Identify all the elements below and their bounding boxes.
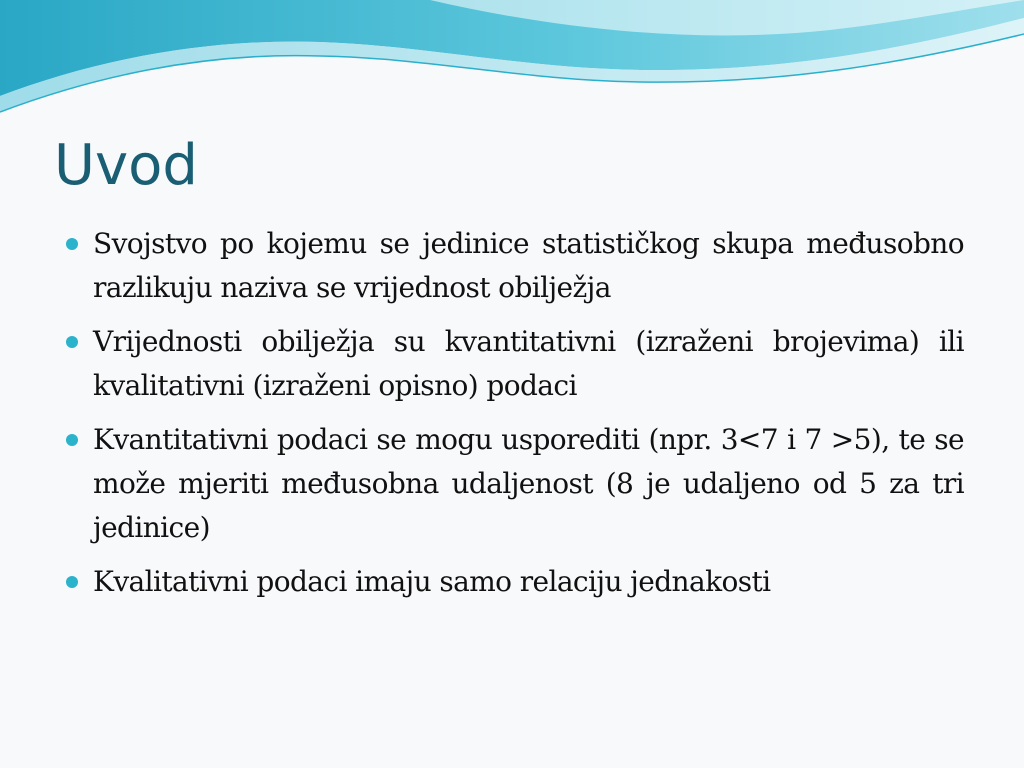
bullet-item	[64, 222, 964, 310]
bullet-dot-icon	[66, 238, 78, 250]
slide-title: Uvod	[54, 133, 198, 198]
bullet-item	[64, 560, 964, 604]
bullet-dot-icon	[66, 434, 78, 446]
bullet-item	[64, 418, 964, 550]
bullet-item	[64, 320, 964, 408]
bullet-dot-icon	[66, 576, 78, 588]
bullet-dot-icon	[66, 336, 78, 348]
bullet-text: Kvantitativni podaci se mogu usporediti (npr. 3<7 i 7 >5), te se može mjeriti međusobna udaljenost (8 je udaljeno od 5 za tri jedinice)	[93, 423, 964, 544]
header-wave-decoration	[0, 0, 1024, 130]
bullet-text: Svojstvo po kojemu se jedinice statističkog skupa međusobno razlikuju naziva se vrijednost obilježja	[93, 227, 964, 304]
bullet-text: Kvalitativni podaci imaju samo relaciju jednakosti	[93, 565, 771, 598]
bullet-list	[64, 222, 964, 614]
bullet-text: Vrijednosti obilježja su kvantitativni (izraženi brojevima) ili kvalitativni (izraženi opisno) podaci	[93, 325, 964, 402]
